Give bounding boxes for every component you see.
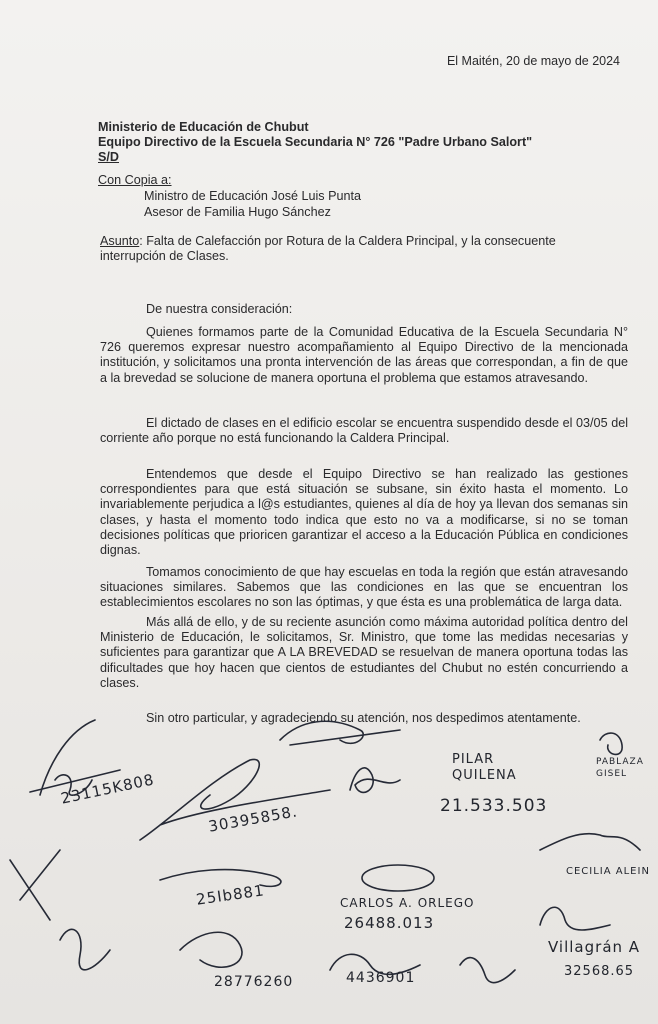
subject-label: Asunto	[100, 234, 140, 248]
closing-line: Sin otro particular, y agradeciendo su atención, nos despedimos atentamente.	[146, 711, 581, 725]
letter-date: El Maitén, 20 de mayo de 2024	[446, 54, 620, 68]
paragraph-request: Más allá de ello, y de su reciente asunción como máxima autoridad política dentro del Ministerio de Educación, le solicitamos, Sr. Ministro, que tome las medidas necesarias y suficientes para garantizar que A LA BREVEDAD se resuelvan de manera oportuna todas las dificultades que hoy hacen que cientos de estudiantes del Chubut no estén concurriendo a clases.	[100, 615, 628, 690]
signature-id-4: 25Ib881	[195, 881, 266, 909]
paragraph-efforts: Entendemos que desde el Equipo Directivo se han realizado las gestiones correspondientes para que está situación se subsane, sin éxito hasta el momento. Lo invariablemente perjudica a l@s estudiantes, quienes al día de hoy ya llevan dos semanas sin clases, y hasta el momento todo indica que esto no va a modificarse, si no se toman decisiones políticas que prioricen garantizar el acceso a la Educación Pública en condiciones dignas.	[100, 467, 628, 558]
subject-line	[100, 234, 620, 264]
greeting: De nuestra consideración:	[146, 302, 293, 316]
paragraph-suspension: El dictado de clases en el edificio escolar se encuentra suspendido desde el 03/05 del corriente año porque no está funcionando la Caldera Principal.	[100, 416, 628, 446]
signature-id-7: 4436901	[346, 970, 416, 986]
cc-recipient-advisor: Asesor de Familia Hugo Sánchez	[144, 205, 331, 219]
recipient-school-team: Equipo Directivo de la Escuela Secundaria N° 726 "Padre Urbano Salort"	[98, 135, 533, 149]
recipient-block	[98, 120, 532, 165]
signature-id-2: 30395858.	[207, 802, 300, 836]
signature-id-5: 26488.013	[344, 914, 435, 932]
cc-label: Con Copia a:	[98, 173, 172, 187]
signature-id-8: 32568.65	[564, 964, 635, 979]
paragraph-intro: Quienes formamos parte de la Comunidad Educativa de la Escuela Secundaria N° 726 queremos expresar nuestro acompañamiento al Equipo Directivo de la mencionada institución, y solicitamos una pronta intervención de las áreas que correspondan, a fin de que a la brevedad se solucione de manera oportuna el problema que estamos atravesando.	[100, 325, 628, 385]
signature-id-3: 21.533.503	[440, 796, 548, 816]
signature-name-gisel: PABLAZA GISEL	[596, 757, 644, 779]
signature-id-1: 23115K808	[59, 770, 157, 808]
signature-name-villagran: Villagrán A	[548, 938, 641, 956]
signature-name-cecilia: CECILIA ALEIN	[566, 866, 650, 877]
cc-recipient-minister: Ministro de Educación José Luis Punta	[144, 189, 362, 203]
recipient-ministry: Ministerio de Educación de Chubut	[98, 120, 309, 134]
signature-id-6: 28776260	[214, 974, 294, 990]
cc-block	[98, 172, 361, 220]
subject-text: : Falta de Calefacción por Rotura de la Caldera Principal, y la consecuente interrupción de Clases.	[100, 234, 556, 263]
signatures-area	[0, 700, 658, 1024]
signature-scribbles	[0, 700, 658, 1024]
signature-name-carlos: CARLOS A. ORLEGO	[340, 896, 475, 910]
recipient-sd: S/D	[98, 150, 119, 164]
paragraph-region: Tomamos conocimiento de que hay escuelas en toda la región que están atravesando situaciones similares. Sabemos que las condiciones en las que se encuentran los establecimientos escolares no son las óptimas, y que ésta es una problemática de larga data.	[100, 565, 628, 610]
signature-name-pilar: PILAR QUILENA	[452, 752, 517, 783]
